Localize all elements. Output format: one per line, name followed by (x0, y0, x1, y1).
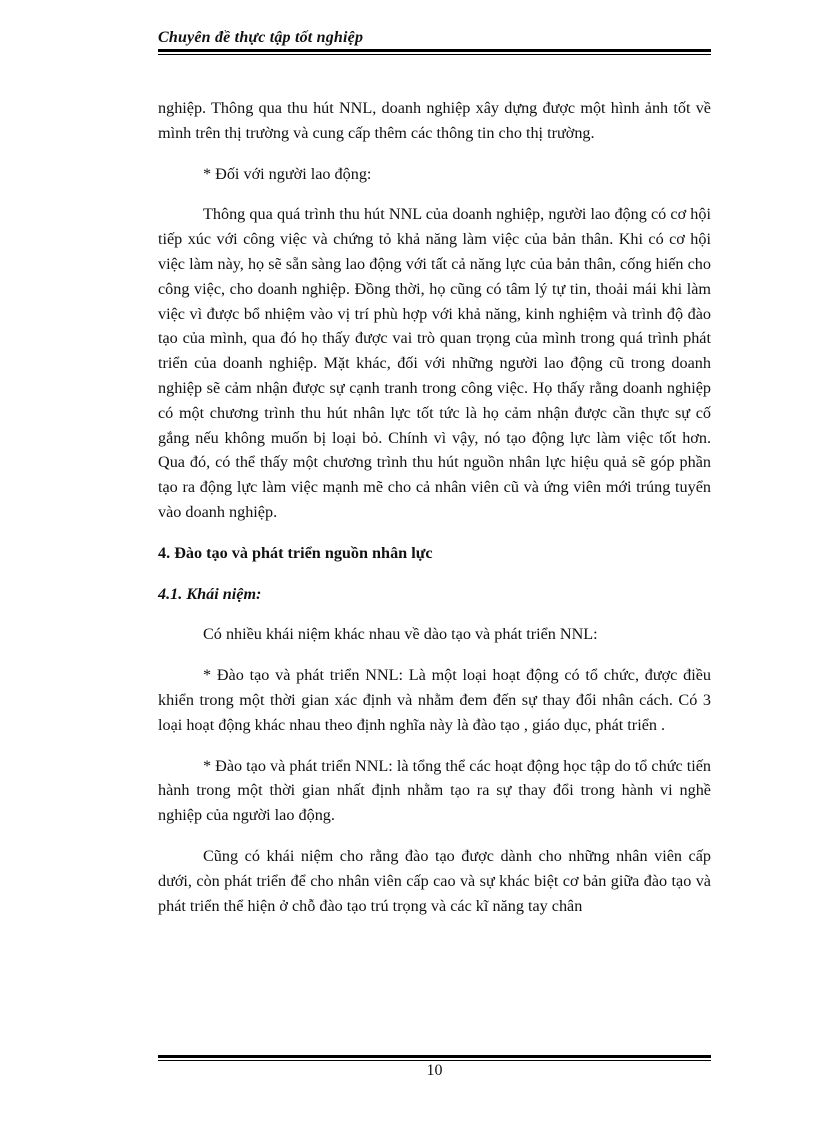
header-rule-thin (158, 54, 711, 55)
footer-rule (158, 1055, 711, 1058)
bullet-heading: * Đối với người lao động: (203, 164, 372, 183)
header-title: Chuyên đề thực tập tốt nghiệp (158, 29, 364, 46)
paragraph: * Đào tạo và phát triển NNL: là tổng thể các hoạt động học tập do tổ chức tiến hành trong một thời gian nhất định nhằm tạo ra sự thay đổi trong hành vi nghề nghiệp của người lao động. (158, 756, 711, 825)
paragraph: Cũng có khái niệm cho rằng đào tạo được dành cho những nhân viên cấp dưới, còn phát triển để cho nhân viên cấp cao và sự khác biệt cơ bản giữa đào tạo và phát triển thể hiện ở chỗ đào tạo trú trọng và các kĩ năng tay chân (158, 846, 711, 915)
document-body (158, 96, 711, 918)
section-heading: 4. Đào tạo và phát triển nguồn nhân lực (158, 543, 433, 562)
paragraph: nghiệp. Thông qua thu hút NNL, doanh nghiệp xây dựng được một hình ảnh tốt về mình trên thị trường và cung cấp thêm các thông tin cho thị trường. (158, 99, 711, 142)
paragraph: * Đào tạo và phát triển NNL: Là một loại hoạt động có tổ chức, được điều khiển trong một thời gian xác định và nhằm đem đến sự thay đổi nhân cách. Có 3 loại hoạt động khác nhau theo định nghĩa này là đào tạo , giáo dục, phát triển . (158, 666, 711, 734)
paragraph: Thông qua quá trình thu hút NNL của doanh nghiệp, người lao động có cơ hội tiếp xúc với công việc và chứng tỏ khả năng làm việc của bản thân. Khi có cơ hội việc làm này, họ sẽ sẵn sàng lao động với tất cả năng lực của bản thân, cống hiến cho công việc, cho doanh nghiệp. Đồng thời, họ cũng có tâm lý tự tin, thoải mái khi làm việc vì được bổ nhiệm vào vị trí phù hợp với khả năng, kinh nghiệm và trình độ đào tạo của mình, qua đó họ thấy được vai trò quan trọng của mình trong quá trình phát triển của doanh nghiệp. Mặt khác, đối với những người lao động cũ trong doanh nghiệp sẽ cảm nhận được sự cạnh tranh trong công việc. Họ thấy rằng doanh nghiệp có một chương trình thu hút nhân lực tốt tức là họ cảm nhận được cần thực sự cố gắng nếu không muốn bị loại bỏ. Chính vì vậy, nó tạo động lực làm việc tốt hơn. Qua đó, có thể thấy một chương trình thu hút nguồn nhân lực hiệu quả sẽ góp phần tạo ra động lực làm việc mạnh mẽ cho cả nhân viên cũ và ứng viên mới trúng tuyển vào doanh nghiệp. (158, 205, 711, 521)
page-header (158, 27, 711, 53)
page-number: 10 (426, 1062, 443, 1079)
header-rule (158, 49, 711, 52)
subsection-heading: 4.1. Khái niệm: (158, 584, 262, 603)
paragraph: Có nhiều khái niệm khác nhau về dào tạo và phát triển NNL: (203, 625, 598, 644)
